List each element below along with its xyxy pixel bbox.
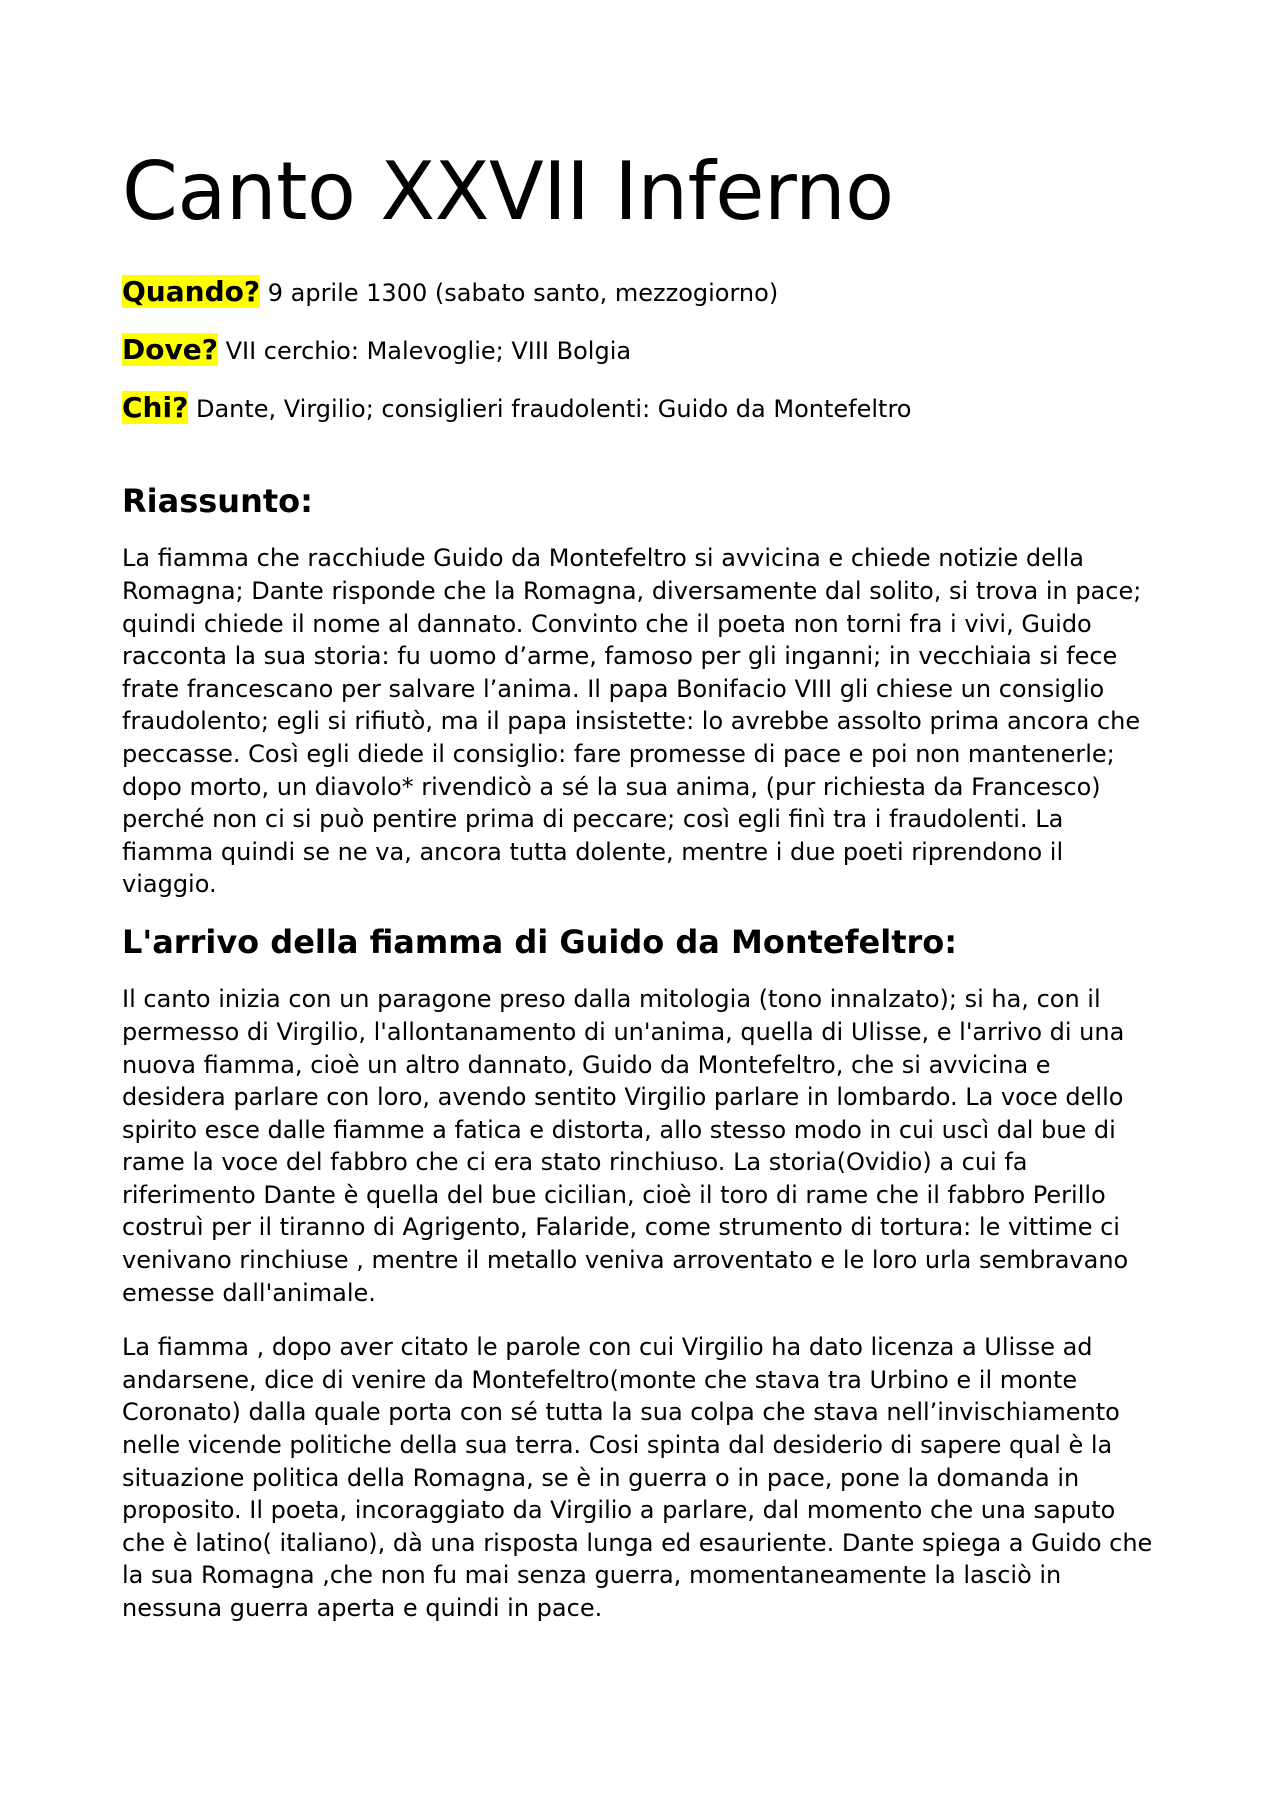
meta-who-label: Chi? — [122, 391, 189, 424]
meta-when — [122, 276, 1160, 309]
meta-where — [122, 334, 1160, 367]
section-heading-summary: Riassunto: — [122, 482, 313, 520]
arrival-paragraph-2: La fiamma , dopo aver citato le parole con cui Virgilio ha dato licenza a Ulisse ad andarsene, dice di venire da Montefeltro(monte che stava tra Urbino e il monte Coronato) dalla quale porta con sé tutta la sua colpa che stava nell’invischiamento nelle vicende politiche della sua terra. Cosi spinta dal desiderio di sapere qual è la situazione politica della Romagna, se è in guerra o in pace, pone la domanda in proposito. Il poeta, incoraggiato da Virgilio a parlare, dal momento che una saputo che è latino( italiano), dà una risposta lunga ed esauriente. Dante spiega a Guido che la sua Romagna ,che non fu mai senza guerra, momentaneamente la lasciò in nessuna guerra aperta e quindi in pace. — [122, 1333, 1153, 1622]
meta-when-value: 9 aprile 1300 (sabato santo, mezzogiorno) — [260, 279, 779, 307]
meta-where-label: Dove? — [122, 333, 218, 366]
meta-when-label: Quando? — [122, 275, 261, 308]
meta-where-value: VII cerchio: Malevoglie; VIII Bolgia — [217, 337, 632, 365]
page-title: Canto XXVII Inferno — [122, 145, 894, 238]
meta-who-value: Dante, Virgilio; consiglieri fraudolenti: Guido da Montefeltro — [188, 395, 912, 423]
section-heading-arrival: L'arrivo della fiamma di Guido da Montefeltro: — [122, 922, 958, 961]
meta-who — [122, 392, 1160, 425]
arrival-paragraph-1: Il canto inizia con un paragone preso dalla mitologia (tono innalzato); si ha, con il permesso di Virgilio, l'allontanamento di un'anima, quella di Ulisse, e l'arrivo di una nuova fiamma, cioè un altro dannato, Guido da Montefeltro, che si avvicina e desidera parlare con loro, avendo sentito Virgilio parlare in lombardo. La voce dello spirito esce dalle fiamme a fatica e distorta, allo stesso modo in cui uscì dal bue di rame la voce del fabbro che ci era stato rinchiuso. La storia(Ovidio) a cui fa riferimento Dante è quella del bue cicilian, cioè il toro di rame che il fabbro Perillo costruì per il tiranno di Agrigento, Falaride, come strumento di tortura: le vittime ci venivano rinchiuse , mentre il metallo veniva arroventato e le loro urla sembravano emesse dall'animale. — [122, 985, 1129, 1307]
summary-paragraph: La fiamma che racchiude Guido da Montefeltro si avvicina e chiede notizie della Romagna; Dante risponde che la Romagna, diversamente dal solito, si trova in pace; quindi chiede il nome al dannato. Convinto che il poeta non torni fra i vivi, Guido racconta la sua storia: fu uomo d’arme, famoso per gli inganni; in vecchiaia si fece frate francescano per salvare l’anima. Il papa Bonifacio VIII gli chiese un consiglio fraudolento; egli si rifiutò, ma il papa insistette: lo avrebbe assolto prima ancora che peccasse. Così egli diede il consiglio: fare promesse di pace e poi non mantenerle; dopo morto, un diavolo* rivendicò a sé la sua anima, (pur richiesta da Francesco) perché non ci si può pentire prima di peccare; così egli finì tra i fraudolenti. La fiamma quindi se ne va, ancora tutta dolente, mentre i due poeti riprendono il viaggio. — [122, 544, 1142, 899]
